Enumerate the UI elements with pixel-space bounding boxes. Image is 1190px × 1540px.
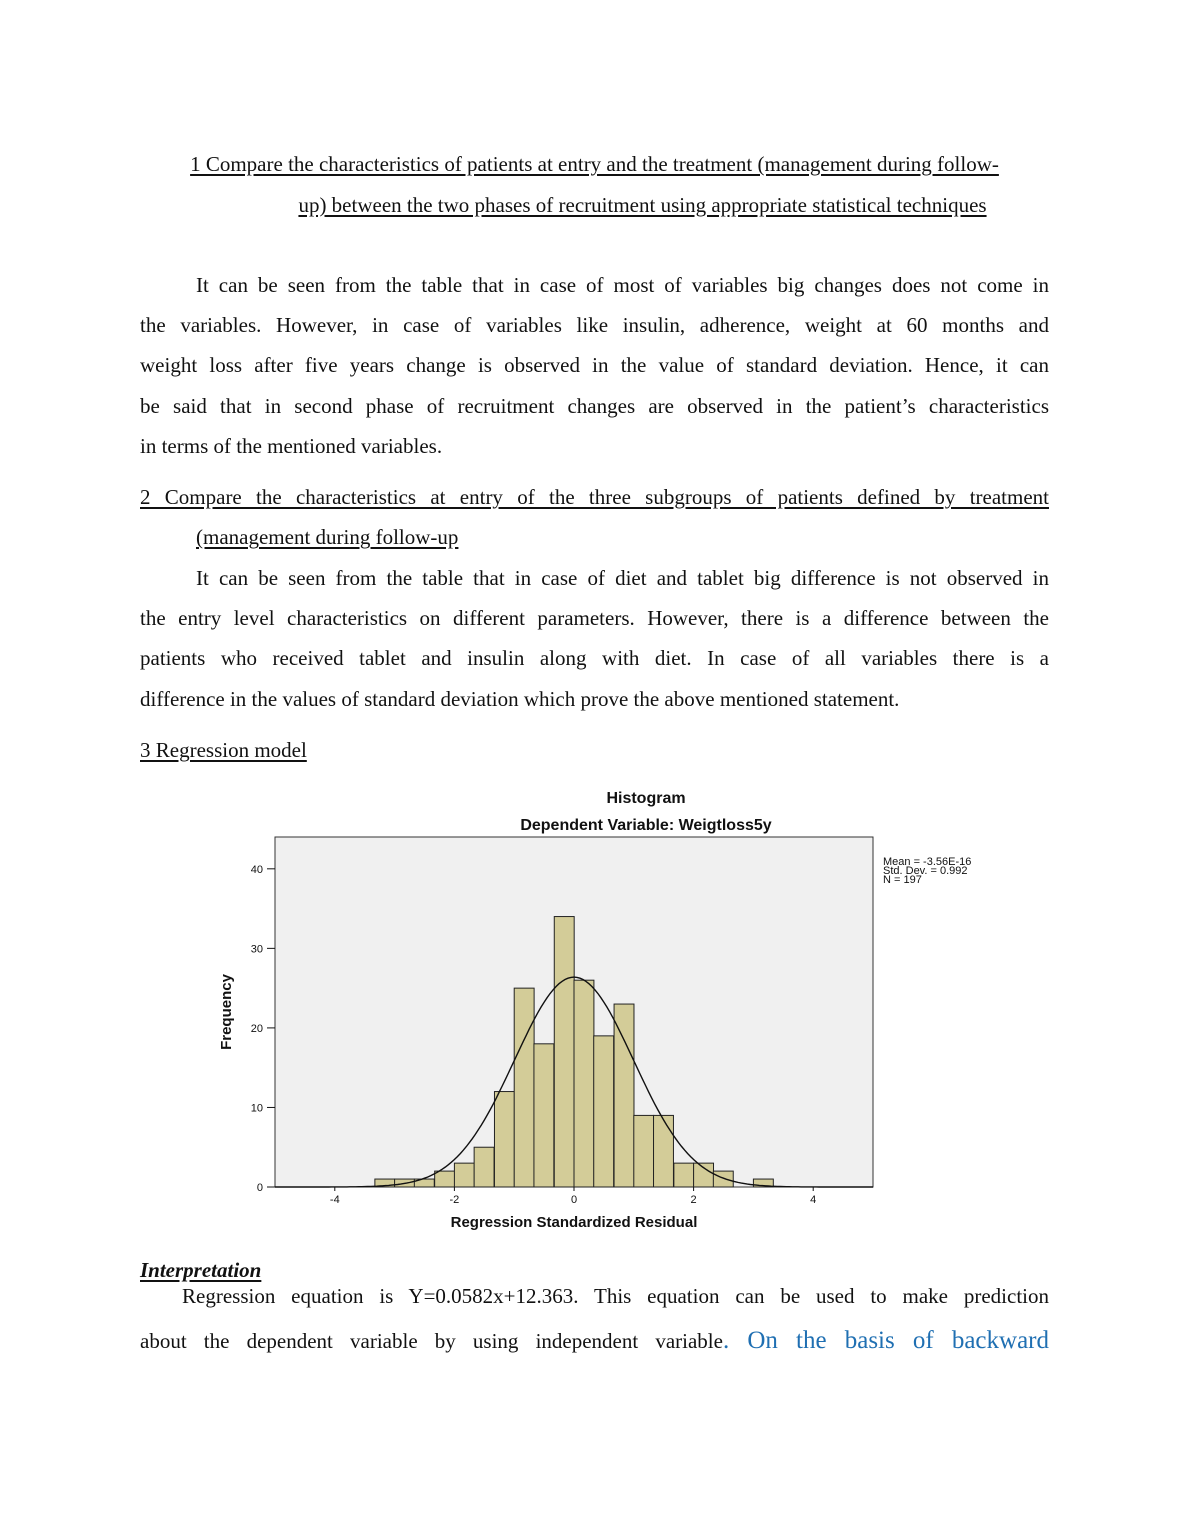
stats-line: N = 197 <box>883 874 922 886</box>
y-tick-label: 10 <box>250 1102 263 1115</box>
histogram-bar <box>634 1115 654 1187</box>
interpretation-paragraph <box>140 1276 1049 1366</box>
section1-para-line: be said that in second phase of recruitment changes are observed in the patient’s characteristics <box>140 393 1049 418</box>
chart-title: Histogram <box>606 790 686 807</box>
stats-line: Mean = -3.56E-16 <box>883 856 972 868</box>
x-tick-label: 4 <box>810 1194 817 1206</box>
section2-heading <box>140 477 1049 557</box>
histogram-bar <box>554 917 574 1187</box>
x-axis-label: Regression Standardized Residual <box>450 1214 698 1231</box>
x-tick-label: 0 <box>570 1194 578 1206</box>
x-tick-label: -2 <box>449 1194 460 1206</box>
histogram-bar <box>713 1171 733 1187</box>
y-axis-label: Frequency <box>218 974 235 1050</box>
section2-para-line: patients who received tablet and insulin along with diet. In case of all variables there is a <box>140 646 1049 671</box>
stats-line: Std. Dev. = 0.992 <box>883 865 968 877</box>
x-tick-label: -4 <box>329 1194 340 1206</box>
interpretation-heading: Interpretation <box>140 1258 262 1282</box>
section2-para-line: difference in the values of standard deviation which prove the above mentioned statement. <box>140 686 900 711</box>
interpretation-line2 <box>140 1316 1049 1366</box>
histogram-bar <box>614 1004 634 1187</box>
section1-para-line: weight loss after five years change is observed in the value of standard deviation. Hence, it can <box>140 353 1049 378</box>
section2-para-line: It can be seen from the table that in case of diet and tablet big difference is not observed in <box>196 566 1049 590</box>
interpretation-line1: Regression equation is Y=0.0582x+12.363. This equation can be used to make prediction <box>182 1284 1049 1308</box>
histogram-bar <box>594 1036 614 1187</box>
histogram-bar <box>574 980 594 1187</box>
section1-para-line: the variables. However, in case of variables like insulin, adherence, weight at 60 months and <box>140 313 1049 338</box>
section2-heading-line2: (management during follow-up <box>196 525 459 550</box>
section3-heading: 3 Regression model <box>140 738 307 762</box>
section1-para-line: It can be seen from the table that in case of most of variables big changes does not come in <box>196 273 1049 297</box>
histogram-bar <box>454 1163 474 1187</box>
histogram-bar <box>494 1092 514 1187</box>
section1-paragraph <box>140 265 1049 466</box>
section1-para-line: in terms of the mentioned variables. <box>140 433 443 458</box>
section2-para-line: the entry level characteristics on different parameters. However, there is a difference between the <box>140 606 1049 631</box>
histogram-chart <box>205 783 1025 1238</box>
section1-heading-line2: up) between the two phases of recruitment using appropriate statistical techniques <box>298 192 987 217</box>
y-tick-label: 20 <box>250 1022 263 1035</box>
section2-paragraph <box>140 558 1049 719</box>
chart-subtitle: Dependent Variable: Weigtloss5y <box>520 817 772 834</box>
y-tick-label: 40 <box>250 863 263 876</box>
y-tick-label: 0 <box>256 1182 263 1194</box>
y-tick-label: 30 <box>250 943 263 956</box>
histogram-bar <box>654 1115 674 1187</box>
interpretation-line2-text: about the dependent variable by using independent variable <box>140 1329 723 1354</box>
histogram-bar <box>435 1171 455 1187</box>
histogram-bar <box>514 988 534 1187</box>
section1-heading-line1: 1 Compare the characteristics of patients at entry and the treatment (management during follow- <box>190 152 999 176</box>
interpretation-line2-highlight: . On the basis of backward <box>722 1327 1049 1355</box>
x-tick-label: 2 <box>690 1194 697 1206</box>
histogram-bar <box>694 1163 714 1187</box>
histogram-bar <box>674 1163 694 1187</box>
section2-heading-line1: 2 Compare the characteristics at entry of the three subgroups of patients defined by treatment <box>140 485 1049 509</box>
histogram-bar <box>474 1147 494 1187</box>
histogram-bar <box>534 1044 554 1187</box>
section1-heading <box>140 144 1049 225</box>
